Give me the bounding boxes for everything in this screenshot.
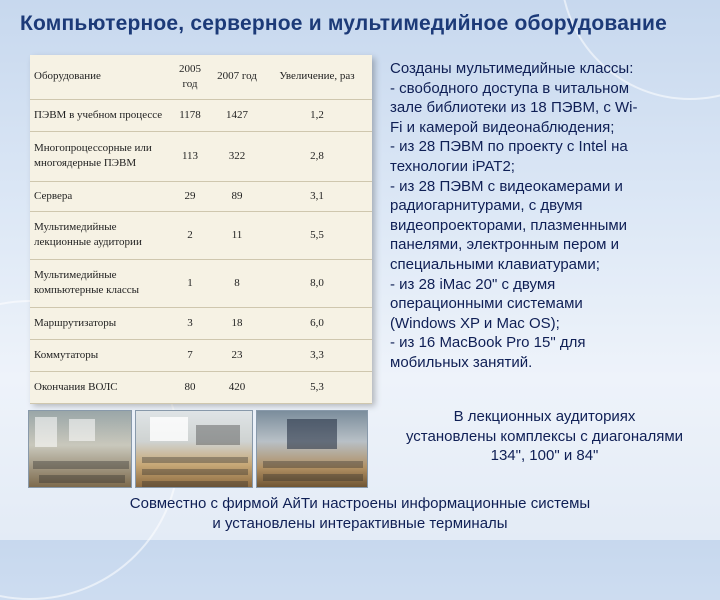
- text-line: мобильных занятий.: [390, 353, 533, 371]
- row-name: Окончания ВОЛС: [30, 371, 168, 403]
- table-row: [30, 259, 372, 307]
- text-line: специальными клавиатурами;: [390, 255, 600, 273]
- equipment-table: [30, 55, 372, 404]
- row-2005: 3: [168, 307, 212, 339]
- row-growth: 1,2: [262, 99, 372, 131]
- text-line: зале библиотеки из 18 ПЭВМ, с Wi-: [390, 99, 638, 117]
- row-2005: 29: [168, 181, 212, 211]
- multimedia-class-photo: [256, 410, 368, 488]
- row-growth: 8,0: [262, 259, 372, 307]
- table-row: [30, 307, 372, 339]
- row-2007: 23: [212, 339, 262, 371]
- row-2007: 11: [212, 211, 262, 259]
- header-2005: 2005 год: [168, 55, 212, 99]
- row-growth: 5,3: [262, 371, 372, 403]
- row-2005: 80: [168, 371, 212, 403]
- row-2005: 1178: [168, 99, 212, 131]
- table-row: [30, 211, 372, 259]
- row-2005: 2: [168, 211, 212, 259]
- row-2005: 7: [168, 339, 212, 371]
- row-name: Мультимедийные компьютерные классы: [30, 259, 168, 307]
- row-growth: 5,5: [262, 211, 372, 259]
- row-name: Мультимедийные лекционные аудитории: [30, 211, 168, 259]
- text-line: Созданы мультимедийные классы:: [390, 60, 634, 77]
- text-line: - из 28 iMac 20" с двумя: [390, 275, 556, 293]
- row-2005: 1: [168, 259, 212, 307]
- text-line: - из 28 ПЭВМ с видеокамерами и: [390, 177, 623, 195]
- it-partnership-text: [0, 494, 720, 533]
- row-growth: 6,0: [262, 307, 372, 339]
- text-line: (Windows XP и Mac OS);: [390, 314, 560, 332]
- computer-class-photo: [28, 410, 132, 488]
- equipment-table-container: [30, 55, 372, 403]
- text-line: панелями, электронным пером и: [390, 236, 620, 254]
- row-2005: 113: [168, 131, 212, 181]
- row-growth: 3,3: [262, 339, 372, 371]
- text-line: радиогарнитурами, с двумя: [390, 197, 583, 215]
- row-growth: 3,1: [262, 181, 372, 211]
- lecture-hall-photo: [135, 410, 253, 488]
- text-line: - из 16 MacBook Pro 15" для: [390, 334, 586, 352]
- table-row: [30, 131, 372, 181]
- table-header-row: [30, 55, 372, 99]
- row-name: Многопроцессорные или многоядерные ПЭВМ: [30, 131, 168, 181]
- text-line: Fi и камерой видеонаблюдения;: [390, 118, 615, 136]
- text-line: операционными системами: [390, 295, 583, 313]
- text-line: и установлены интерактивные терминалы: [212, 514, 508, 532]
- row-name: Коммутаторы: [30, 339, 168, 371]
- table-row: [30, 339, 372, 371]
- slide-title: Компьютерное, серверное и мультимедийное оборудование: [20, 12, 667, 35]
- header-2007: 2007 год: [212, 55, 262, 99]
- header-equipment: Оборудование: [30, 55, 168, 99]
- row-2007: 89: [212, 181, 262, 211]
- row-2007: 322: [212, 131, 262, 181]
- classroom-photos: [28, 410, 368, 488]
- table-row: [30, 181, 372, 211]
- row-2007: 18: [212, 307, 262, 339]
- table-row: [30, 371, 372, 403]
- text-line: - свободного доступа в читальном: [390, 79, 630, 97]
- row-2007: 1427: [212, 99, 262, 131]
- row-name: Маршрутизаторы: [30, 307, 168, 339]
- text-line: видеопроекторами, плазменными: [390, 216, 628, 234]
- text-line: 134", 100" и 84": [490, 447, 599, 464]
- row-growth: 2,8: [262, 131, 372, 181]
- multimedia-classes-text: [390, 59, 710, 373]
- text-line: установлены комплексы с диагоналями: [405, 427, 684, 445]
- text-line: - из 28 ПЭВМ по проекту с Intel на: [390, 138, 628, 156]
- header-growth: Увеличение, раз: [262, 55, 372, 99]
- row-name: ПЭВМ в учебном процессе: [30, 99, 168, 131]
- row-2007: 420: [212, 371, 262, 403]
- text-line: В лекционных аудиториях: [453, 408, 636, 425]
- row-2007: 8: [212, 259, 262, 307]
- table-row: [30, 99, 372, 131]
- text-line: технологии iPAT2;: [390, 157, 515, 175]
- lecture-halls-text: [372, 407, 717, 466]
- row-name: Сервера: [30, 181, 168, 211]
- text-line: Совместно с фирмой АйТи настроены информационные системы: [129, 495, 591, 512]
